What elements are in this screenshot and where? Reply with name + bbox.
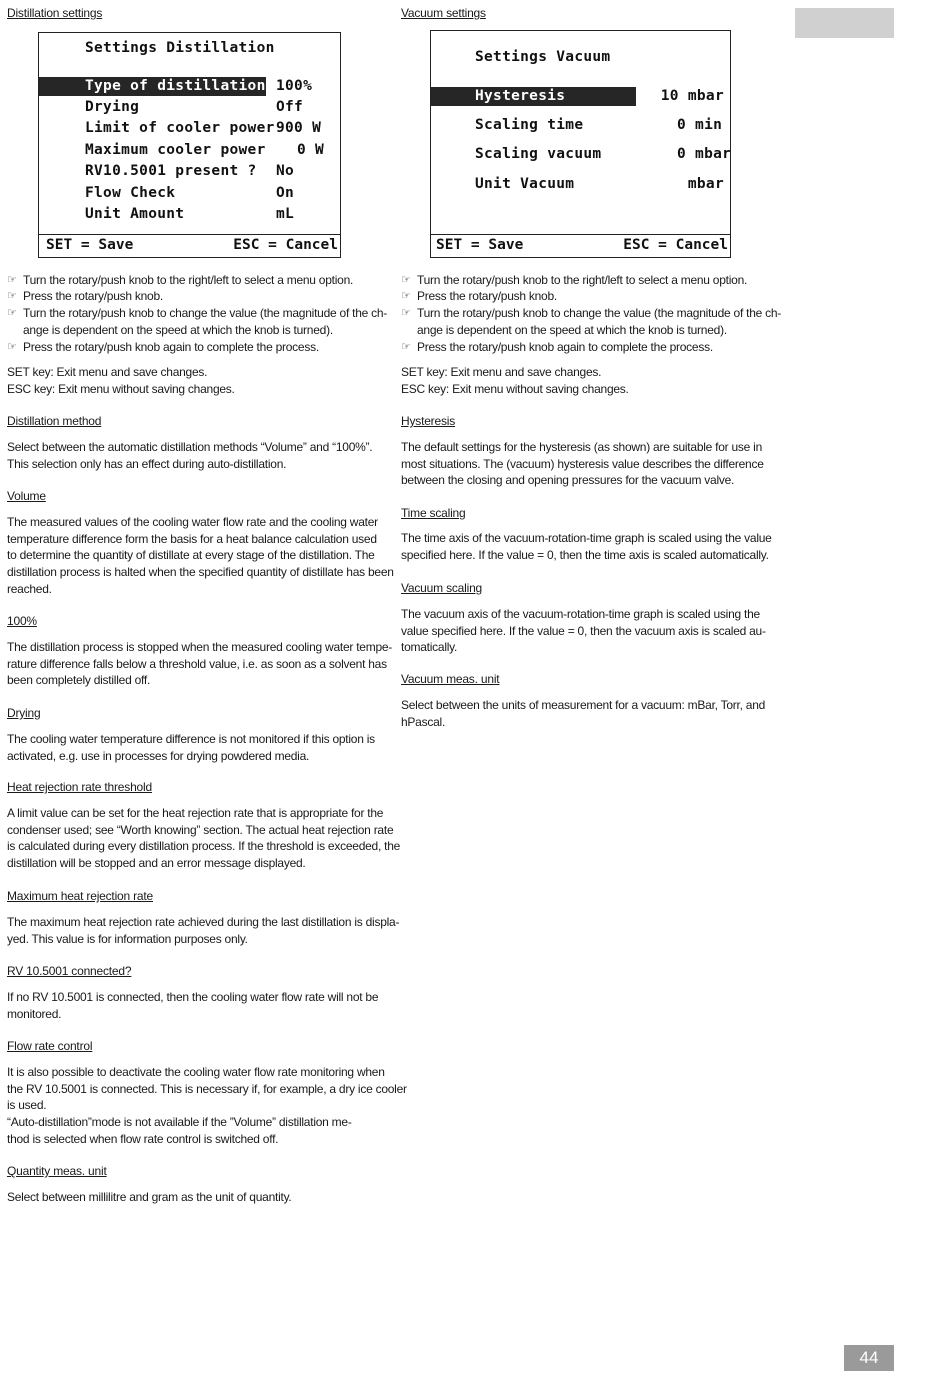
esc-cancel-label: ESC = Cancel: [623, 237, 728, 253]
section-body: The default settings for the hysteresis (as shown) are suitable for use in most situations. The (vacuum) hysteresis value describes the difference between the closing and opening pressures for the vacuum valve.: [401, 440, 764, 488]
lcd-row-label[interactable]: Limit of cooler power: [85, 120, 275, 136]
lcd-footer: [431, 234, 730, 257]
pointing-hand-icon: ☞: [7, 274, 17, 286]
pointing-hand-icon: ☞: [401, 341, 411, 353]
lcd-footer: [39, 234, 340, 257]
lcd-row-label[interactable]: Type of distillation: [85, 78, 266, 94]
lcd-row-label[interactable]: Scaling vacuum: [475, 146, 602, 162]
page-number: 44: [844, 1345, 894, 1371]
lcd-row-value: On: [276, 185, 295, 201]
lcd-row-value: 10 mbar: [660, 88, 724, 104]
section-heading: Drying: [7, 706, 41, 720]
section-heading: RV 10.5001 connected?: [7, 964, 132, 978]
lcd-row-label[interactable]: Unit Amount: [85, 206, 185, 222]
section-heading: Distillation method: [7, 414, 102, 428]
section-body: The vacuum axis of the vacuum-rotation-time graph is scaled using the value specified here. If the value = 0, then the vacuum axis is scaled au- tomatically.: [401, 607, 766, 655]
lcd-row-label[interactable]: Scaling time: [475, 117, 584, 133]
section-heading: Maximum heat rejection rate: [7, 889, 153, 903]
lcd-row-value: 100%: [276, 78, 313, 94]
lcd-row-value: No: [276, 163, 295, 179]
section-body: Select between millilitre and gram as the unit of quantity.: [7, 1190, 292, 1204]
lcd-row-label[interactable]: Hysteresis: [475, 88, 566, 104]
section-body: A limit value can be set for the heat rejection rate that is appropriate for the condenser used; see “Worth knowing” section. The actual heat rejection rate is calculated during every distillation process. If the threshold is exceeded, the distillation will be stopped and an error message displayed.: [7, 806, 401, 871]
pointing-hand-icon: ☞: [401, 274, 411, 286]
section-heading: 100%: [7, 614, 37, 628]
vacuum-lcd-panel: [430, 30, 731, 258]
section-heading: Volume: [7, 489, 46, 503]
section-heading: Quantity meas. unit: [7, 1164, 107, 1178]
pointing-hand-icon: ☞: [7, 341, 17, 353]
set-save-label: SET = Save: [46, 237, 134, 253]
lcd-title: Settings Vacuum: [475, 49, 611, 65]
pointing-hand-icon: ☞: [401, 307, 411, 319]
distillation-settings-header: Distillation settings: [7, 6, 103, 20]
lcd-row-value: 0 min: [677, 117, 723, 133]
lcd-row-value: mbar: [687, 176, 724, 192]
section-body: The time axis of the vacuum-rotation-time graph is scaled using the value specified here. If the value = 0, then the time axis is scaled automatically.: [401, 531, 772, 562]
section-heading: Time scaling: [401, 506, 466, 520]
lcd-row-value: Off: [276, 99, 304, 115]
key-notes: SET key: Exit menu and save changes. ESC key: Exit menu without saving changes.: [401, 365, 629, 396]
set-save-label: SET = Save: [436, 237, 524, 253]
section-body: Select between the units of measurement for a vacuum: mBar, Torr, and hPascal.: [401, 698, 766, 729]
section-body: It is also possible to deactivate the cooling water flow rate monitoring when the RV 10.5001 is connected. This is necessary if, for example, a dry ice cooler is used. “Auto-distillation”mode is not available if the ”Volume” distillation me- thod is selected when flow rate control is switched off.: [7, 1065, 407, 1146]
section-body: The measured values of the cooling water flow rate and the cooling water temperature difference form the basis for a heat balance calculation used to determine the quantity of distillate at every stage of the distillation. The distillation process is halted when the specified quantity of distillate has been reached.: [7, 515, 394, 596]
section-heading: Heat rejection rate threshold: [7, 780, 152, 794]
lcd-row-value: 900 W: [276, 120, 322, 136]
section-body: The cooling water temperature difference is not monitored if this option is activated, e.g. use in processes for drying powdered media.: [7, 732, 375, 763]
chapter-tab: [795, 8, 894, 38]
lcd-row-label[interactable]: Maximum cooler power: [85, 142, 266, 158]
distillation-lcd-panel: [38, 32, 341, 258]
lcd-row-label[interactable]: RV10.5001 present ?: [85, 163, 257, 179]
pointing-hand-icon: ☞: [7, 307, 17, 319]
lcd-row-label[interactable]: Flow Check: [85, 185, 176, 201]
section-heading: Hysteresis: [401, 414, 456, 428]
key-notes: SET key: Exit menu and save changes. ESC key: Exit menu without saving changes.: [7, 365, 235, 396]
lcd-row-label[interactable]: Drying: [85, 99, 140, 115]
esc-cancel-label: ESC = Cancel: [233, 237, 338, 253]
pointing-hand-icon: ☞: [401, 290, 411, 302]
pointing-hand-icon: ☞: [7, 290, 17, 302]
lcd-title: Settings Distillation: [85, 40, 275, 56]
lcd-row-value: mL: [276, 206, 295, 222]
lcd-row-value: 0 mbar: [677, 146, 732, 162]
vacuum-settings-header: Vacuum settings: [401, 6, 486, 20]
lcd-row-label[interactable]: Unit Vacuum: [475, 176, 575, 192]
section-body: Select between the automatic distillation methods “Volume” and “100%”. This selection only has an effect during auto-distillation.: [7, 440, 373, 471]
section-body: The maximum heat rejection rate achieved during the last distillation is displa- yed. This value is for information purposes only.: [7, 915, 400, 946]
section-body: The distillation process is stopped when the measured cooling water tempe- rature difference falls below a threshold value, i.e. as soon as a solvent has been completely distilled off.: [7, 640, 393, 688]
section-heading: Vacuum scaling: [401, 581, 483, 595]
section-heading: Flow rate control: [7, 1039, 93, 1053]
lcd-row-value: 0 W: [297, 142, 325, 158]
section-body: If no RV 10.5001 is connected, then the cooling water flow rate will not be monitored.: [7, 990, 379, 1021]
section-heading: Vacuum meas. unit: [401, 672, 500, 686]
